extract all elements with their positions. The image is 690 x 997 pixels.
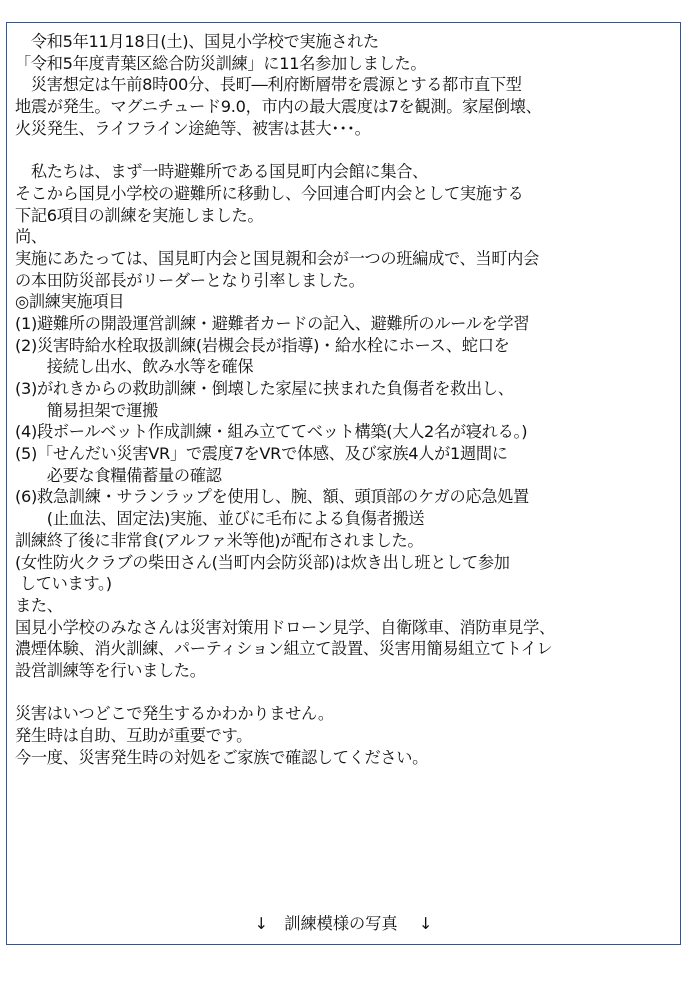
text-line: (女性防火クラブの柴田さん(当町内会防災部)は炊き出し班として参加 <box>15 552 510 572</box>
text-line: 私たちは、まず一時避難所である国見町内会館に集合、 <box>15 162 429 182</box>
text-line: 火災発生、ライフライン途絶等、被害は甚大･･･。 <box>15 118 371 138</box>
blank-line <box>15 682 680 704</box>
text-line: ◎訓練実施項目 <box>15 292 125 312</box>
text-line: 今一度、災害発生時の対処をご家族で確認してください。 <box>15 747 429 767</box>
text-line: (4)段ボールベット作成訓練・組み立ててベット構築(大人2名が寝れる。) <box>15 422 528 442</box>
text-line: (6)救急訓練・サランラップを使用し、腕、額、頭頂部のケガの応急処置 <box>15 487 529 507</box>
text-line: しています。) <box>15 574 112 594</box>
text-line: の本田防災部長がリーダーとなり引率しました。 <box>15 270 365 290</box>
text-line: 発生時は自助、互助が重要です。 <box>15 726 253 745</box>
text-line: 国見小学校のみなさんは災害対策用ドローン見学、自衛隊車、消防車見学、 <box>15 617 555 637</box>
text-line: 訓練終了後に非常食(アルファ米等他)が配布されました。 <box>15 530 424 550</box>
text-line: (5)「せんだい災害VR」で震度7をVRで体感、及び家族4人が1週間に <box>15 444 508 464</box>
text-line: 濃煙体験、消火訓練、パーティション組立て設置、災害用簡易組立てトイレ <box>15 639 553 659</box>
text-line: 災害はいつどこで発生するかわかりません。 <box>15 704 334 724</box>
text-line: (止血法、固定法)実施、並びに毛布による負傷者搬送 <box>15 509 425 529</box>
blank-line <box>15 139 680 161</box>
text-line: 設営訓練等を行いました。 <box>15 660 206 680</box>
text-line: 簡易担架で運搬 <box>15 400 158 420</box>
text-line: 必要な食糧備蓄量の確認 <box>15 465 222 485</box>
text-line: 地震が発生。マグニチュード9.0，市内の最大震度は7を観測。家屋倒壊、 <box>15 97 542 117</box>
paragraph-event-summary <box>15 31 680 139</box>
text-line: また、 <box>15 595 63 615</box>
text-line: (3)がれきからの救助訓練・倒壊した家屋に挟まれた負傷者を救出し、 <box>15 379 514 398</box>
text-line: (2)災害時給水栓取扱訓練(岩槻会長が指導)・給水栓にホース、蛇口を <box>15 335 510 355</box>
text-line: 実施にあたっては、国見町内会と国見親和会が一つの班編成で、当町内会 <box>15 248 539 268</box>
text-line: 接続し出水、飲み水等を確保 <box>15 357 254 377</box>
notice-box <box>6 22 681 945</box>
text-line: 下記6項目の訓練を実施しました。 <box>15 205 264 225</box>
photo-caption: ↓ 訓練模様の写真 ↓ <box>254 914 433 933</box>
text-line: 尚、 <box>15 227 47 247</box>
paragraph-closing-message <box>15 703 680 768</box>
text-line: そこから国見小学校の避難所に移動し、今回連合町内会として実施する <box>15 183 524 203</box>
paragraph-training-details <box>15 161 680 682</box>
text-line: (1)避難所の開設運営訓練・避難者カードの記入、避難所のルールを学習 <box>15 313 530 333</box>
text-line: 災害想定は午前8時00分、長町―利府断層帯を震源とする都市直下型 <box>15 75 522 95</box>
text-line: 令和5年11月18日(土)、国見小学校で実施された <box>15 32 379 51</box>
text-line: 「令和5年度青葉区総合防災訓練」に11名参加しました。 <box>15 53 427 73</box>
